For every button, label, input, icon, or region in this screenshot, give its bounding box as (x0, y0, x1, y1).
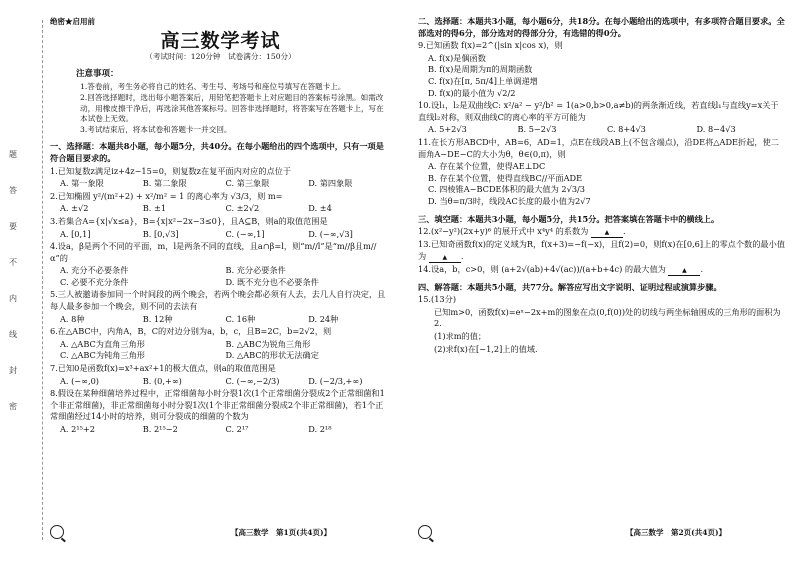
spine-char: 要 (8, 222, 18, 230)
question-6: 6.在△ABC中，内角A，B，C的对边分别为a，b，c，且B=2C，b=2√2，则 (50, 326, 332, 337)
option: C. 四棱锥A−BCDE体积的最大值为 2√3/3 (428, 184, 586, 195)
option: C. 8+4√3 (607, 124, 646, 135)
option: A. 2¹⁵+2 (60, 424, 95, 434)
option: B. 2¹⁵−2 (142, 424, 178, 434)
option: B. ±1 (142, 203, 167, 214)
option: A. △ABC为直角三角形 (60, 338, 145, 349)
notice-title: 注意事项： (76, 68, 119, 79)
option: B. 5−2√3 (517, 124, 557, 135)
publisher-logo-icon (50, 525, 64, 539)
option: A. (−∞,0) (60, 375, 99, 386)
notice-block (50, 69, 391, 136)
question-7: 7.已知0是函数f(x)=x³+ax²+1的极大值点，则a的取值范围是 (50, 363, 276, 374)
question-9: 9.已知函数 f(x)=2^(|sin x|cos x)，则 (418, 40, 563, 51)
question-8: 8.假设在某种细菌培养过程中，正常细菌每小时分裂1次(1个正常细菌分裂成2个正常细菌和1个非正常细菌)，非正常细菌每小时分裂1次(1个非正常细菌分裂成2个非正常细菌)，若1个正常细菌经过14小时的培养，则可分裂成的细菌的个数为 (50, 388, 385, 422)
option: D. 第四象限 (308, 178, 353, 189)
question-text: 12.(x²−y²)(2x+y)⁶ 的展开式中 x⁴y⁴ 的系数为 (418, 226, 589, 237)
option: A. 8种 (60, 313, 85, 324)
option: C. 16种 (225, 313, 256, 324)
option: A. 5+2√3 (428, 124, 467, 135)
option: D. f(x)的最小值为 √2/2 (428, 87, 516, 98)
option: C. ±2√2 (225, 203, 260, 214)
option: A. 充分不必要条件 (60, 265, 129, 276)
option: C. 第三象限 (225, 178, 270, 189)
option: C. 必要不充分条件 (60, 276, 129, 287)
options (50, 314, 391, 326)
secret-label: 绝密★启用前 (50, 17, 95, 26)
option: A. ±√2 (60, 203, 89, 214)
question-15-title: 15.(13分) (418, 294, 457, 305)
binding-margin (6, 150, 20, 410)
option: B. △ABC为锐角三角形 (225, 338, 311, 349)
question-text: 14.设a，b，c>0，则 (a+2√(ab)+4√(ac))/(a+b+4c) 的最大值为 (418, 263, 666, 274)
option: C. (−∞,−2/3) (225, 375, 280, 386)
option: D. (−∞,√3] (308, 228, 353, 239)
options (418, 124, 786, 136)
spine-char: 密 (8, 402, 18, 410)
option: B. (0,+∞) (142, 375, 182, 386)
question-1: 1.已知复数z满足iz+4z−15=0，则复数z在复平面内对应的点位于 (50, 165, 292, 176)
section-heading: 四、解答题：本题共5小题，共77分。解答应写出文字说明、证明过程或演算步骤。 (418, 281, 722, 292)
answer-blank: ▲ (668, 267, 700, 276)
option: D. 既不充分也不必要条件 (225, 276, 319, 287)
question-2: 2.已知椭圆 y²/(m²+2) + x²/m² = 1 的离心率为 √3/3，则 m= (50, 190, 283, 201)
options (50, 339, 391, 362)
question-text: 13.已知奇函数f(x)的定义域为R，f(x+3)=−f(−x)，且f(2)=0，则f(x)在[0,6]上的零点个数的最小值为 (418, 239, 785, 261)
notice-item: 1.答卷前，考生务必将自己的姓名、考生号、考场号和座位号填写在答题卡上。 (80, 82, 346, 92)
option: B. 存在某个位置，使得直线BC//平面ADE (428, 172, 583, 183)
option: A. f(x)是偶函数 (428, 52, 486, 63)
section-heading: 二、选择题：本题共3小题，每小题6分，共18分。在每小题给出的选项中，有多项符合题目要求。全部选对的得6分，部分选对的得部分分，有选错的得0分。 (418, 16, 785, 38)
section-heading: 三、填空题：本题共3小题，每小题5分，共15分。把答案填在答题卡中的横线上。 (418, 213, 720, 224)
option: B. 12种 (142, 313, 173, 324)
options (50, 203, 391, 215)
notice-item: 2.回答选择题时，选出每小题答案后，用铅笔把答题卡上对应题目的答案标号涂黑。如需改动，用橡皮擦干净后，再选涂其他答案标号。回答非选择题时，将答案写在答题卡上，写在本试卷上无效。 (80, 92, 384, 124)
spine-char: 线 (8, 330, 18, 338)
option: B. 第二象限 (142, 178, 187, 189)
question-14: 14.设a，b，c>0，则 (a+2√(ab)+4√(ac))/(a+b+4c) 的最大值为 ▲ . (418, 263, 704, 274)
option: D. △ABC的形状无法确定 (225, 350, 319, 361)
option: C. △ABC为钝角三角形 (60, 350, 145, 361)
option: D. 2¹⁸ (308, 424, 332, 434)
question-10: 10.设l₁，l₂是双曲线C: x²/a² − y²/b² = 1(a>0,b>0,a≠b)的两条渐近线，若直线l₁与直线y=x关于直线l₂对称，则双曲线C的离心率的平方可能为 (418, 100, 779, 122)
question-15-part-1: (1)求m的值； (434, 331, 487, 342)
question-5: 5.三人被邀请参加同一个时间段的两个晚会，若两个晚会都必须有人去，去几人自行决定，且每人最多参加一个晚会，则不同的去法有 (50, 289, 386, 312)
question-11: 11.在长方形ABCD中，AB=6，AD=1，点E在线段AB上(不包含端点)，沿DE将△ADE折起，使二面角A−DE−C的大小为θ，θ∈(0,π)，则 (418, 136, 779, 159)
spine-char: 题 (8, 150, 18, 158)
option: A. [0,1] (60, 228, 91, 239)
option: D. ±4 (308, 203, 332, 214)
option: D. 当θ=π/3时，线段AC长度的最小值为2√7 (428, 195, 591, 206)
page-footer (418, 525, 786, 539)
option: B. [0,√3] (142, 228, 179, 239)
exam-page-2 (400, 0, 794, 561)
notice-item: 3.考试结束后，将本试卷和答题卡一并交回。 (80, 124, 232, 134)
page-footer (50, 525, 391, 539)
question-12: 12.(x²−y²)(2x+y)⁶ 的展开式中 x⁴y⁴ 的系数为 ▲ . (418, 226, 626, 237)
option: B. 充分必要条件 (225, 265, 286, 276)
option: D. (−2/3,+∞) (308, 375, 363, 386)
options (50, 424, 391, 436)
answer-blank: ▲ (429, 254, 461, 263)
question-4: 4.设a，β是两个不同的平面，m，l是两条不同的直线，且a∩β=l，则“m//l”是“m//β且m//α”的 (50, 241, 377, 263)
option: B. f(x)是周期为π的周期函数 (428, 64, 533, 75)
page-number: 【高三数学 第1页(共4页)】 (230, 527, 331, 537)
option: C. 2¹⁷ (225, 424, 249, 434)
option: A. 第一象限 (60, 178, 104, 189)
question-15-body: 已知m>0，函数f(x)=eˣ−2x+m的图象在点(0,f(0))处的切线与两坐标轴围成的三角形的面积为2. (434, 306, 781, 329)
options (50, 229, 391, 241)
option: D. 8−4√3 (696, 124, 736, 135)
page-2-content (418, 16, 786, 356)
seal-line (42, 20, 43, 540)
option: D. 24种 (308, 313, 339, 324)
option: A. 存在某个位置，使得AE⊥DC (428, 161, 546, 172)
exam-title: 高三数学考试 (160, 29, 281, 52)
options (50, 178, 391, 190)
section-heading: 一、选择题：本题共8小题，每小题5分，共40分。在每小题给出的四个选项中，只有一项是符合题目要求的。 (50, 141, 384, 163)
options (50, 376, 391, 388)
answer-blank: ▲ (591, 229, 623, 238)
exam-subtitle: （考试时间：120分钟 试卷满分：150分） (145, 52, 296, 62)
spine-char: 内 (8, 294, 18, 302)
question-13: 13.已知奇函数f(x)的定义域为R，f(x+3)=−f(−x)，且f(2)=0，则f(x)在[0,6]上的零点个数的最小值为 ▲ . (418, 239, 785, 261)
spine-char: 不 (8, 258, 18, 266)
page-1-content (50, 16, 391, 436)
publisher-logo-icon (418, 525, 432, 539)
options (50, 265, 391, 288)
question-3: 3.若集合A={x|√x≤a}，B={x|x²−2x−3≤0}，且A⊆B，则a的取值范围是 (50, 215, 328, 226)
option: C. (−∞,1] (225, 228, 265, 239)
page-number: 【高三数学 第2页(共4页)】 (625, 527, 726, 537)
spine-char: 封 (8, 366, 18, 374)
spine-char: 答 (8, 186, 18, 194)
question-15-part-2: (2)求f(x)在[−1,2]上的值域. (434, 343, 538, 354)
option: C. f(x)在[π, 5π/4]上单调递增 (428, 75, 538, 86)
